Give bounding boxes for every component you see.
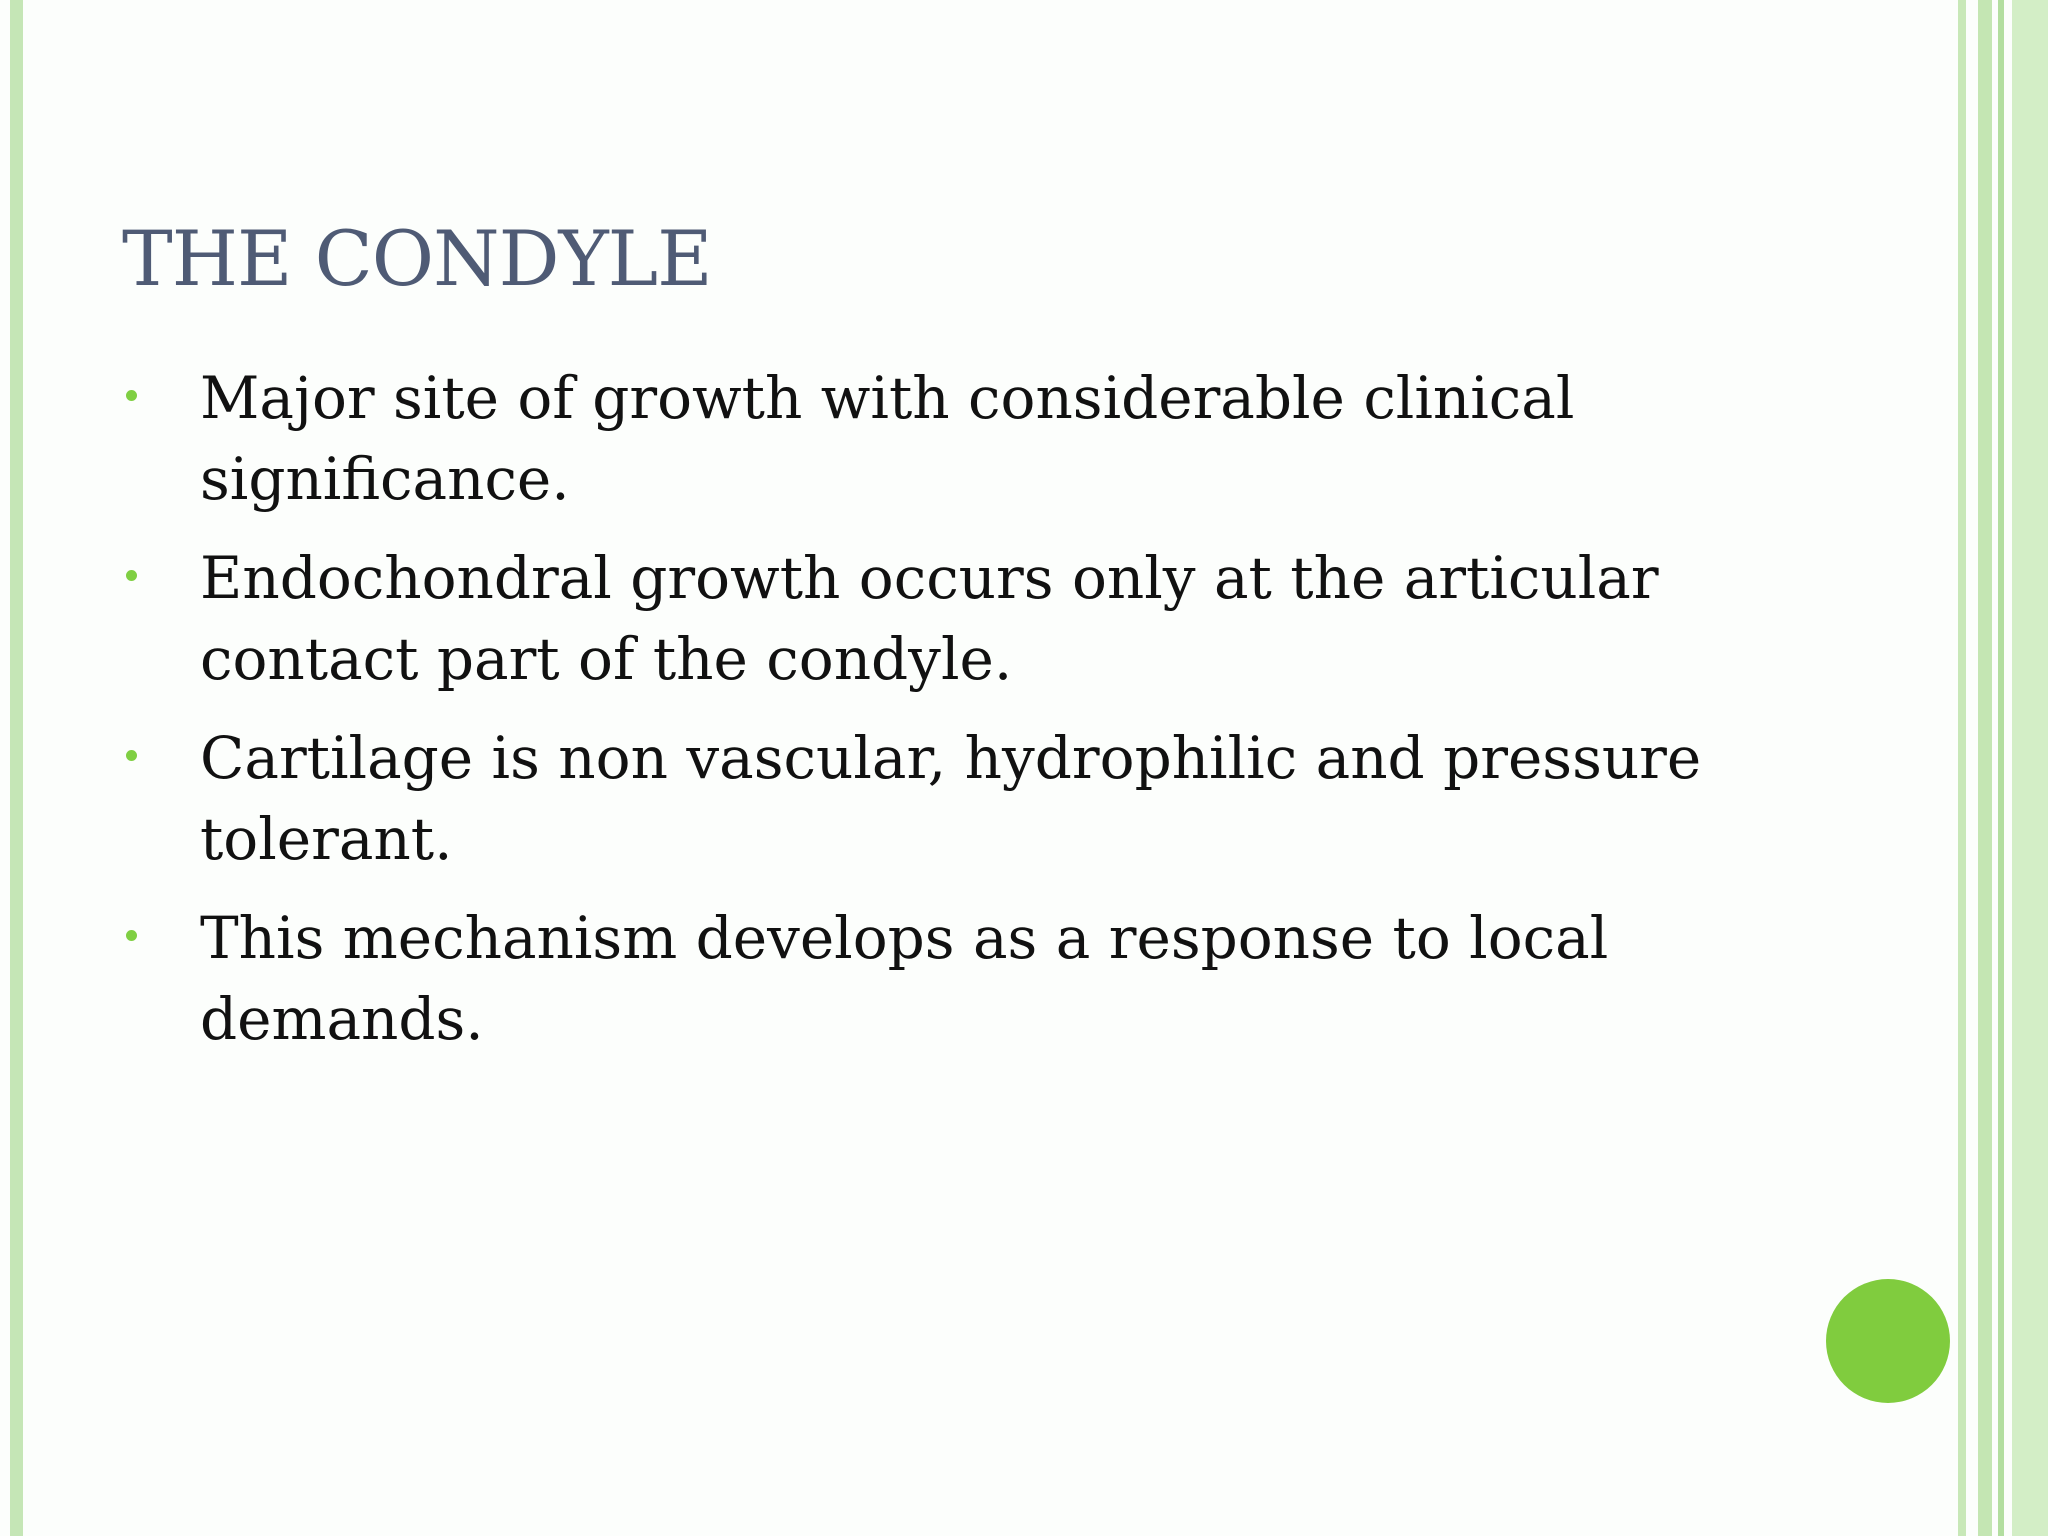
slide-title: THE CONDYLE bbox=[122, 214, 712, 303]
right-border-stripe bbox=[1958, 0, 1966, 1536]
bullet-item bbox=[122, 538, 1742, 700]
decorative-circle-icon bbox=[1826, 1279, 1950, 1403]
bullet-list bbox=[122, 358, 1742, 1078]
right-border-stripe bbox=[1998, 0, 2004, 1536]
bullet-item bbox=[122, 898, 1742, 1060]
right-border-stripe bbox=[2012, 0, 2048, 1536]
bullet-text: Cartilage is non vascular, hydrophilic and pressure tolerant. bbox=[200, 724, 1702, 873]
bullet-item bbox=[122, 358, 1742, 520]
bullet-dot-icon bbox=[126, 750, 137, 761]
bullet-text: This mechanism develops as a response to local demands. bbox=[200, 904, 1609, 1053]
bullet-text: Major site of growth with considerable clinical significance. bbox=[200, 364, 1575, 513]
bullet-text: Endochondral growth occurs only at the articular contact part of the condyle. bbox=[200, 544, 1659, 693]
right-border-stripe bbox=[1978, 0, 1992, 1536]
bullet-dot-icon bbox=[126, 390, 137, 401]
bullet-dot-icon bbox=[126, 570, 137, 581]
bullet-item bbox=[122, 718, 1742, 880]
bullet-dot-icon bbox=[126, 930, 137, 941]
left-border-stripe bbox=[10, 0, 23, 1536]
